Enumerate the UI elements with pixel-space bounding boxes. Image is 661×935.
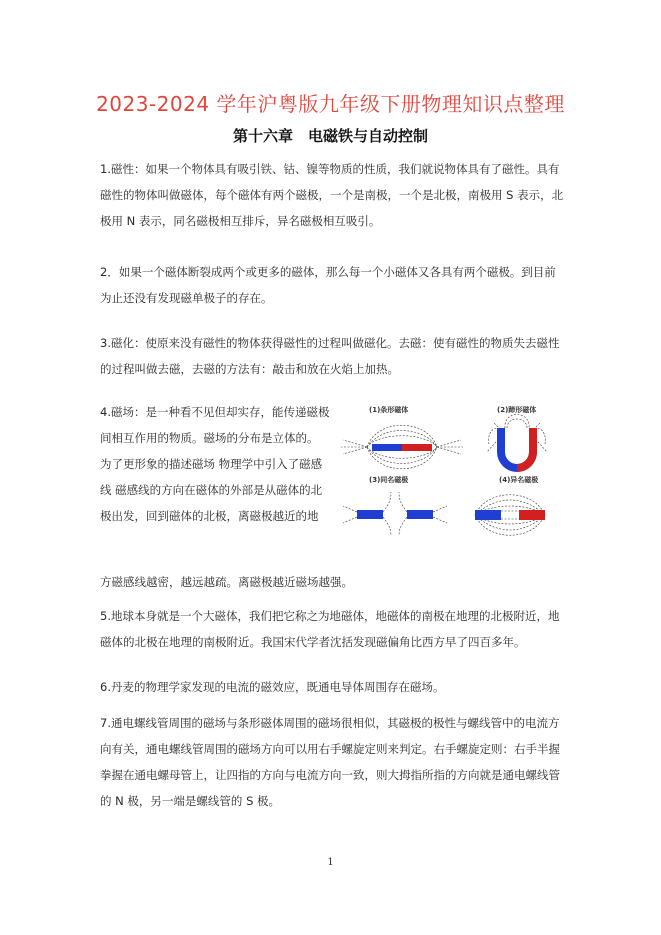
paragraph-line: 磁性的物体叫做磁体，每个磁体有两个磁极，一个是南极，一个是北极，南极用 S 表示，北 <box>100 188 564 202</box>
figure-label-4: (4)异名磁极 <box>499 476 539 484</box>
south-pole-bar <box>372 444 402 451</box>
paragraph-line: 的过程叫做去磁，去磁的方法有：敲击和放在火焰上加热。 <box>100 362 399 376</box>
figure-label-2: (2)蹄形磁体 <box>497 406 537 414</box>
magnet-right <box>407 510 433 519</box>
horseshoe-north <box>517 428 537 472</box>
magnetic-field-figure <box>337 400 565 548</box>
paragraph-line: 7.通电螺线管周围的磁场与条形磁体周围的磁场很相似，其磁极的极性与螺线管中的电流方 <box>100 716 560 730</box>
paragraph-line: 4.磁场：是一种看不见但却实存，能传递磁极 <box>100 405 330 419</box>
paragraph-line: 为止还没有发现磁单极子的存在。 <box>100 291 273 305</box>
paragraph-line: 3.磁化：使原来没有磁性的物体获得磁性的过程叫做磁化。去磁：使有磁性的物质失去磁性 <box>100 336 560 350</box>
magnet-north <box>519 510 545 520</box>
figure-label-3: (3)同名磁极 <box>369 476 409 484</box>
paragraph-line: 线 磁感线的方向在磁体的外部是从磁体的北 <box>100 483 323 497</box>
north-pole-bar <box>402 444 432 451</box>
magnet-left <box>357 510 383 519</box>
unlike-poles-diagram <box>475 475 545 535</box>
paragraph-2 <box>100 259 562 311</box>
paragraph-4-tail <box>100 569 562 595</box>
paragraph-line: 磁体的北极在地理的南极附近。我国宋代学者沈括发现磁偏角比西方早了四百多年。 <box>100 635 526 649</box>
paragraph-line: 拳握在通电螺母管上，让四指的方向与电流方向一致，则大拇指所指的方向就是通电螺线管 <box>100 768 560 782</box>
paragraph-line: 极用 N 表示，同名磁极相互排斥，异名磁极相互吸引。 <box>100 214 381 228</box>
paragraph-line: 的 N 极，另一端是螺线管的 S 极。 <box>100 794 281 808</box>
paragraph-line: 6.丹麦的物理学家发现的电流的磁效应，既通电导体周围存在磁场。 <box>100 680 445 694</box>
paragraph-5 <box>100 603 562 655</box>
paragraph-line: 方磁感线越密，越远越疏。离磁极越近磁场越强。 <box>100 575 353 589</box>
paragraph-line: 极出发，回到磁体的北极，离磁极越近的地 <box>100 509 319 523</box>
paragraph-line: 为了更形象的描述磁场 物理学中引入了磁感 <box>100 457 323 471</box>
chapter-heading: 第十六章 电磁铁与自动控制 <box>232 127 428 145</box>
figure-label-1: (1)条形磁体 <box>369 406 409 414</box>
bar-magnet-diagram <box>341 405 463 469</box>
paragraph-1 <box>100 156 562 234</box>
horseshoe-magnet-diagram <box>487 405 547 472</box>
paragraph-line: 1.磁性：如果一个物体具有吸引铁、钴、镍等物质的性质，我们就说物体具有了磁性。具有 <box>100 162 560 176</box>
paragraph-3 <box>100 330 562 382</box>
magnet-south <box>475 510 501 520</box>
page-number: 1 <box>327 857 334 868</box>
paragraph-6 <box>100 674 562 700</box>
paragraph-line: 2．如果一个磁体断裂成两个或更多的磁体，那么每一个小磁体又各具有两个磁极。到目前 <box>100 265 556 279</box>
paragraph-4 <box>100 399 340 529</box>
like-poles-diagram <box>343 475 447 536</box>
paragraph-line: 间相互作用的物质。磁场的分布是立体的。 <box>100 431 319 445</box>
paragraph-line: 5.地球本身就是一个大磁体，我们把它称之为地磁体，地磁体的南极在地理的北极附近，地 <box>100 609 560 623</box>
paragraph-line: 向有关，通电螺线管周围的磁场方向可以用右手螺旋定则来判定。右手螺旋定则：右手半握 <box>100 742 560 756</box>
paragraph-7 <box>100 710 562 814</box>
document-title: 2023-2024 学年沪粤版九年级下册物理知识点整理 <box>96 92 565 116</box>
